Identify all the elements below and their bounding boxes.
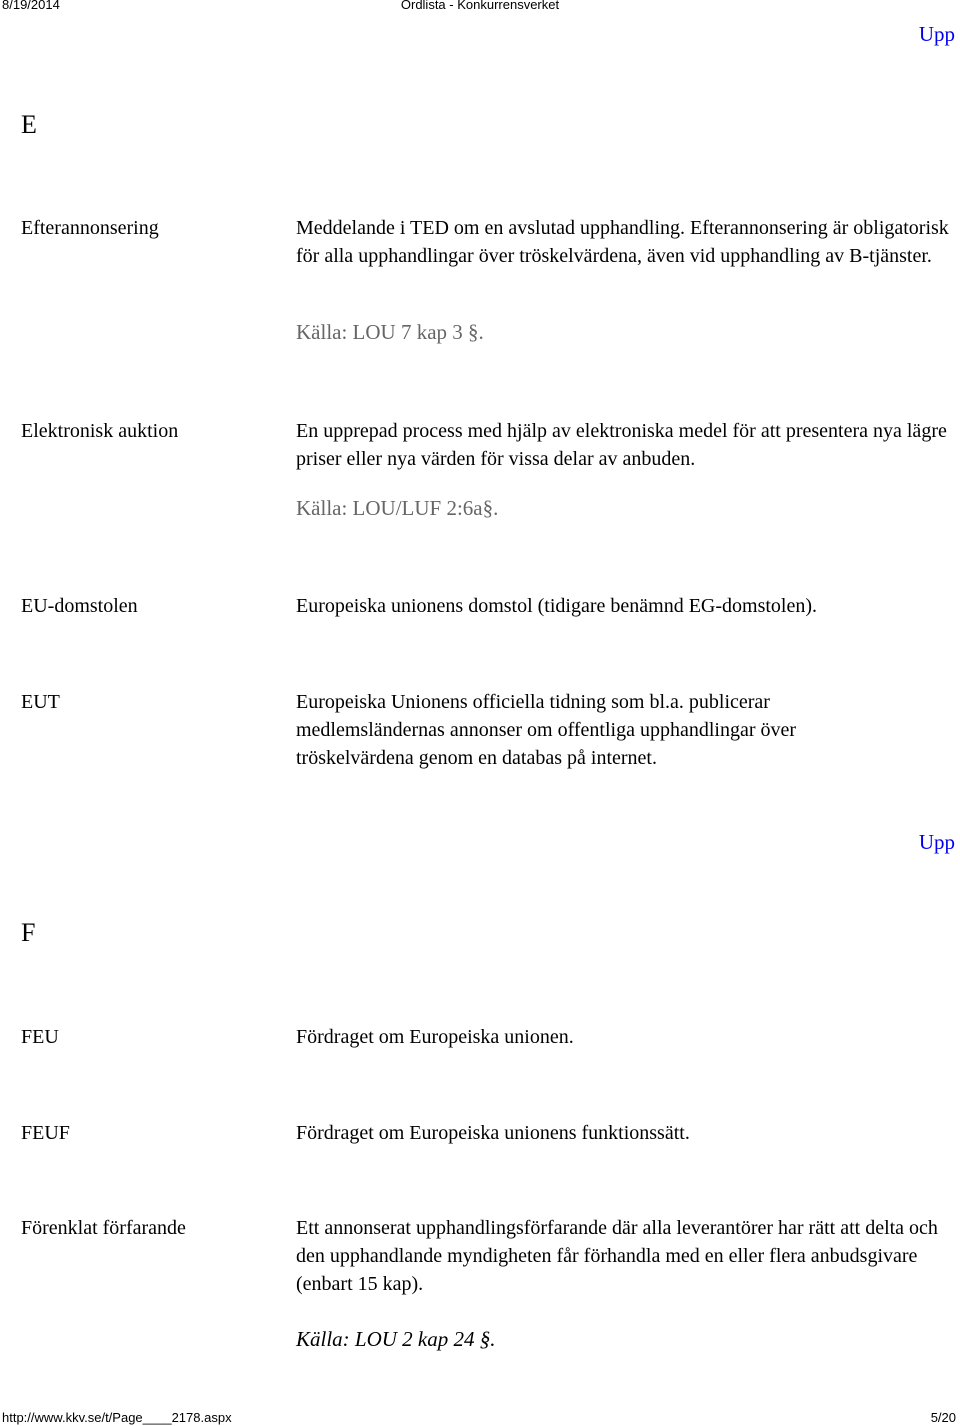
definition-eu-domstolen: Europeiska unionens domstol (tidigare benämnd EG-domstolen). xyxy=(296,595,818,617)
print-date: 8/19/2014 xyxy=(2,0,60,12)
term-efterannonsering: Efterannonsering xyxy=(21,217,159,239)
definition-eut: Europeiska Unionens officiella tidning som bl.a. publicerar medlemsländernas annonser om offentliga upphandlingar över tröskelvärdena genom en databas på internet. xyxy=(296,691,797,769)
footer-url: http://www.kkv.se/t/Page____2178.aspx xyxy=(2,1410,232,1425)
definition-feu: Fördraget om Europeiska unionen. xyxy=(296,1026,574,1048)
term-eut: EUT xyxy=(21,691,60,713)
term-eu-domstolen: EU-domstolen xyxy=(21,595,138,617)
definition-efterannonsering: Meddelande i TED om en avslutad upphandling. Efterannonsering är obligatorisk för alla upphandlingar över tröskelvärdena, även vid upphandling av B-tjänster. xyxy=(296,217,949,267)
definition-feuf: Fördraget om Europeiska unionens funktionssätt. xyxy=(296,1122,690,1144)
source-forenklat-forfarande: Källa: LOU 2 kap 24 §. xyxy=(296,1327,496,1351)
term-feu: FEU xyxy=(21,1026,59,1048)
upp-link-e[interactable]: Upp xyxy=(918,830,955,854)
page-title: Ordlista - Konkurrensverket xyxy=(400,0,560,12)
definition-forenklat-forfarande: Ett annonserat upphandlingsförfarande där alla leverantörer har rätt att delta och den upphandlande myndigheten får förhandla med en eller flera anbudsgivare (enbart 15 kap). xyxy=(296,1217,938,1295)
source-efterannonsering: Källa: LOU 7 kap 3 §. xyxy=(296,320,484,344)
term-feuf: FEUF xyxy=(21,1122,70,1144)
term-elektronisk-auktion: Elektronisk auktion xyxy=(21,420,179,442)
source-elektronisk-auktion: Källa: LOU/LUF 2:6a§. xyxy=(296,496,499,520)
section-letter-e: E xyxy=(21,110,37,139)
print-footer xyxy=(0,1412,960,1426)
page-number: 5/20 xyxy=(930,1410,956,1425)
section-letter-f: F xyxy=(21,918,36,947)
definition-elektronisk-auktion: En upprepad process med hjälp av elektroniska medel för att presentera nya lägre priser eller nya värden för vissa delar av anbuden. xyxy=(296,420,947,470)
print-header xyxy=(0,0,960,14)
upp-link-top[interactable]: Upp xyxy=(918,22,955,46)
term-forenklat-forfarande: Förenklat förfarande xyxy=(21,1217,186,1239)
